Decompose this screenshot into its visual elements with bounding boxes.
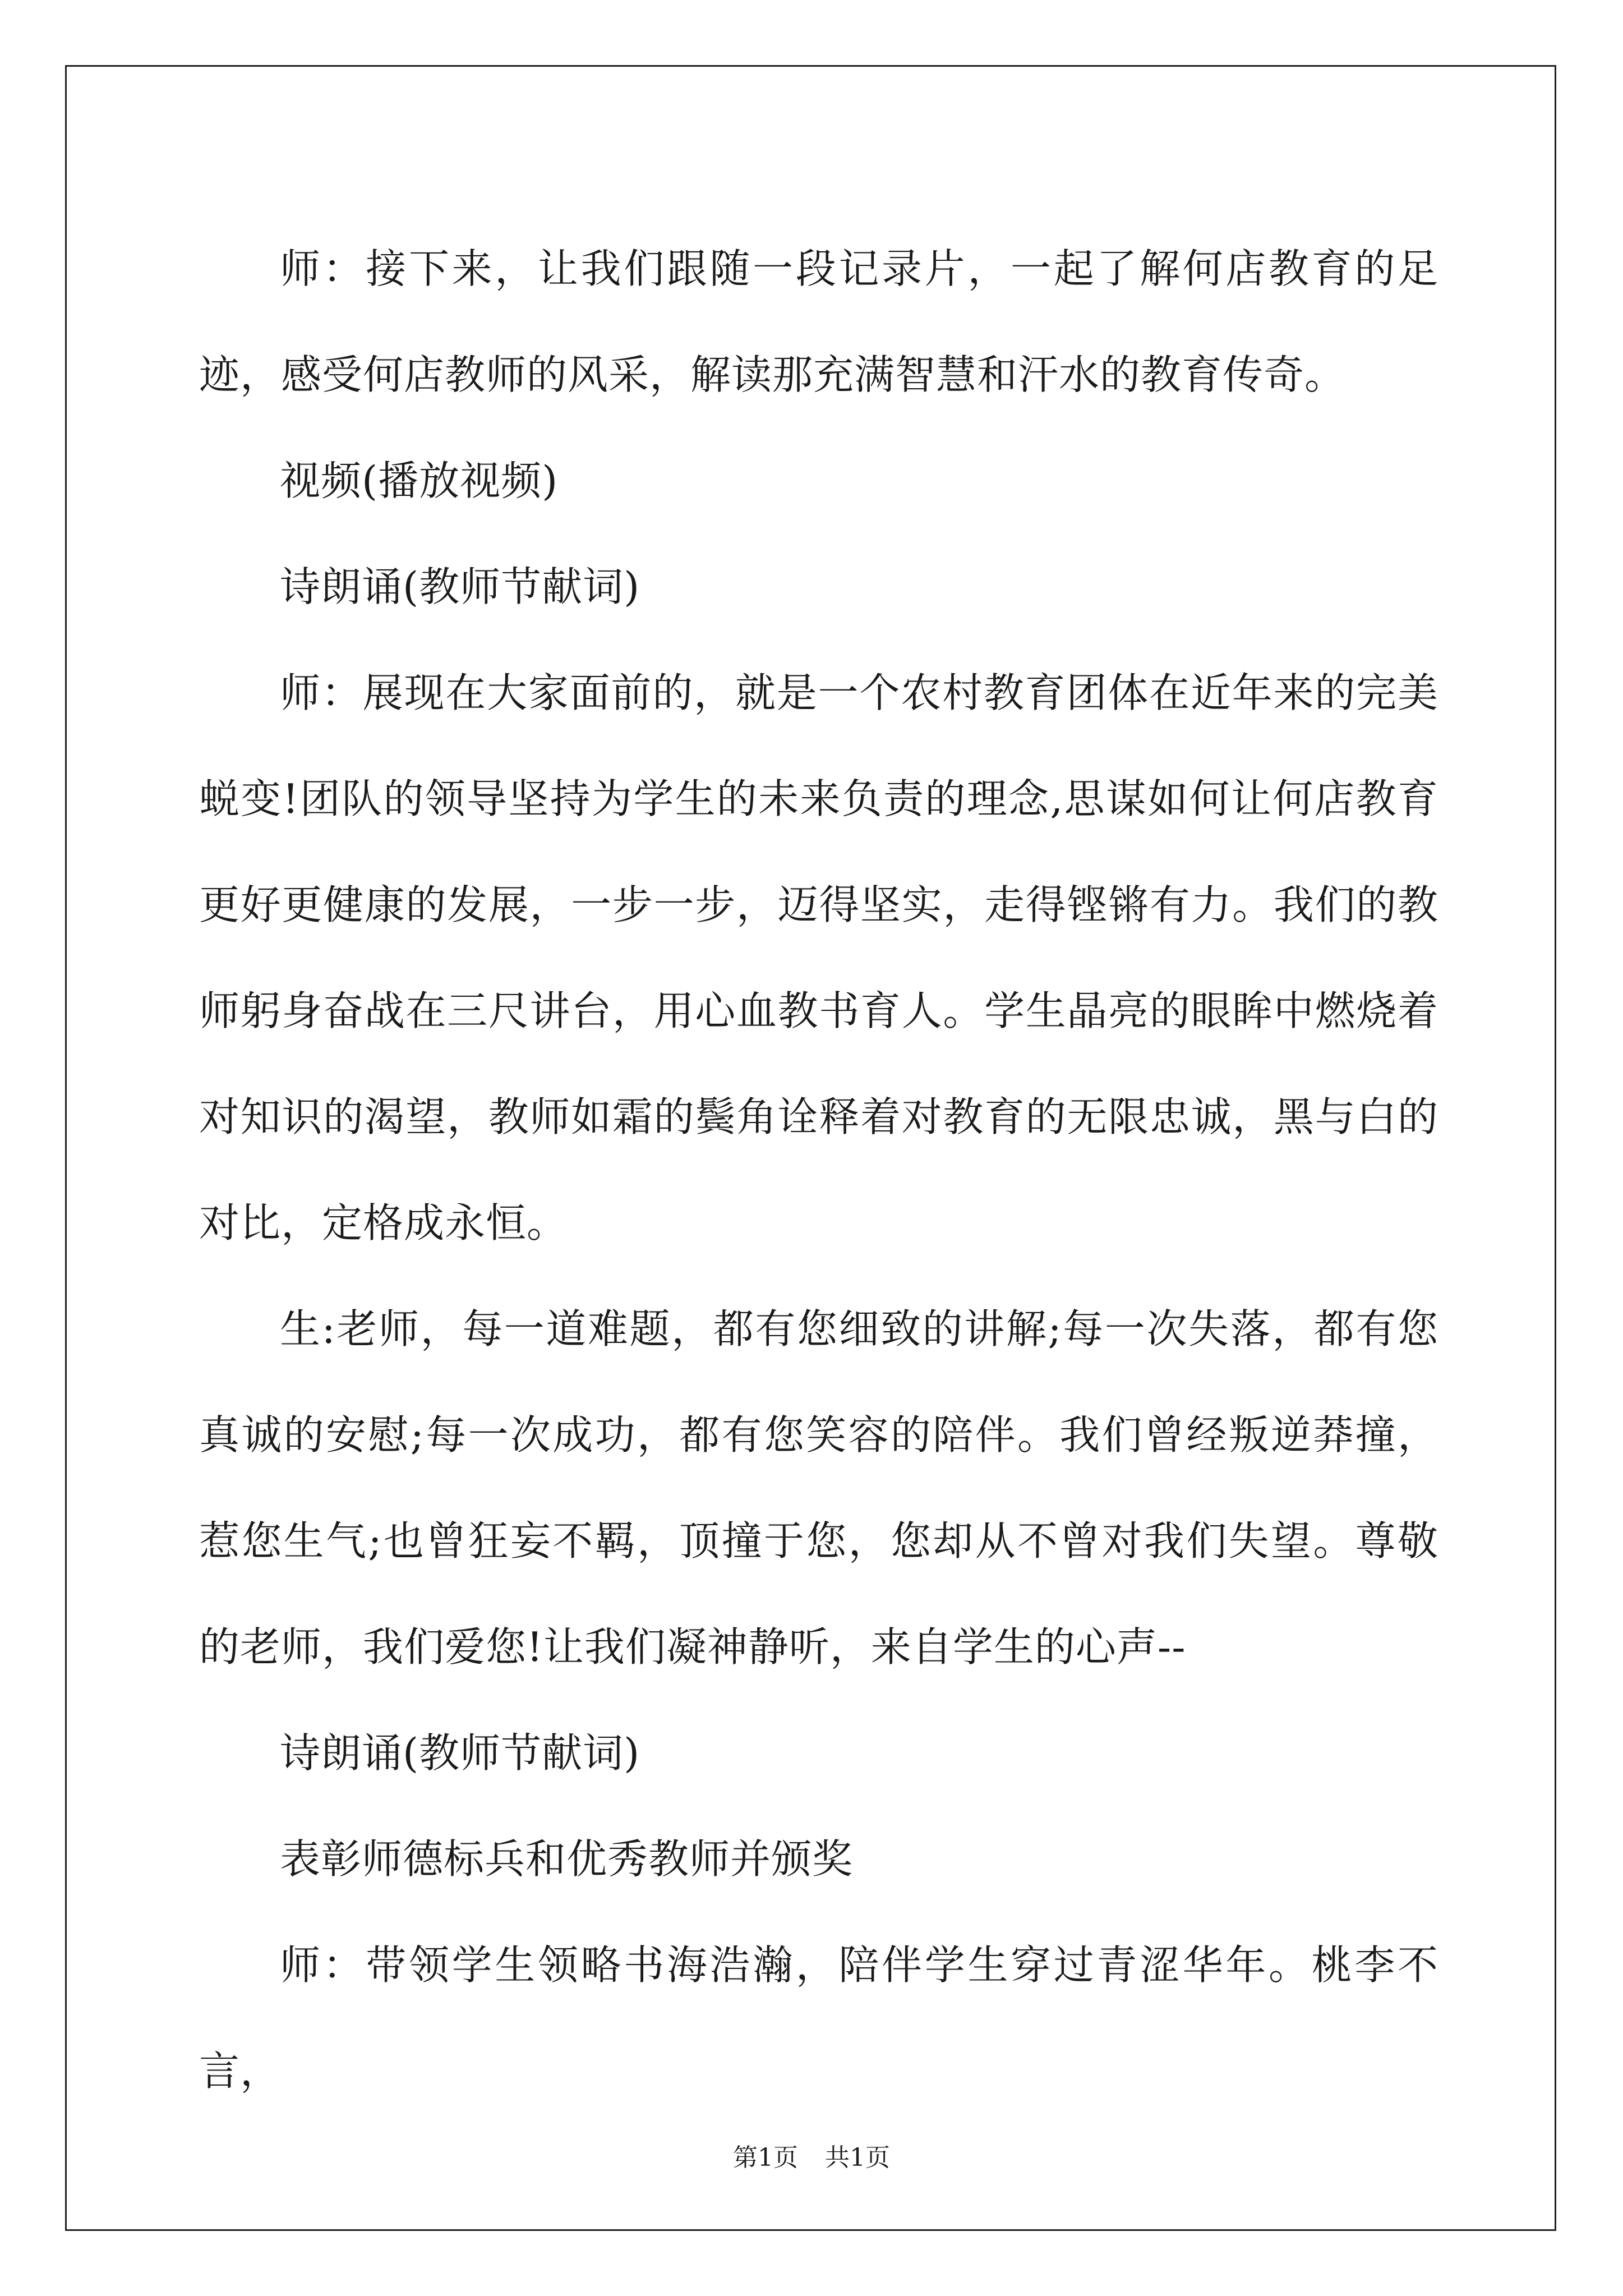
paragraph: 诗朗诵(教师节献词) [280, 563, 640, 610]
paragraph: 师：展现在大家面前的，就是一个农村教育团体在近年来的完美蜕变!团队的领导坚持为学生的未来负责的理念,思谋如何让何店教育更好更健康的发展，一步一步，迈得坚实，走得铿锵有力。我们的教师躬身奋战在三尺讲台，用心血教书育人。学生晶亮的眼眸中燃烧着对知识的渴望，教师如霜的鬓角诠释着对教育的无限忠诚，黑与白的对比，定格成永恒。 [199, 669, 1438, 1246]
document-body [199, 216, 1438, 2124]
paragraph: 师：接下来，让我们跟随一段记录片，一起了解何店教育的足迹，感受何店教师的风采，解读那充满智慧和汗水的教育传奇。 [199, 245, 1438, 398]
paragraph: 视频(播放视频) [280, 457, 559, 504]
paragraph: 生:老师，每一道难题，都有您细致的讲解;每一次失落，都有您真诚的安慰;每一次成功，都有您笑容的陪伴。我们曾经叛逆莽撞，惹您生气;也曾狂妄不羁，顶撞于您，您却从不曾对我们失望。尊敬的老师，我们爱您!让我们凝神静听，来自学生的心声-- [199, 1305, 1438, 1671]
paragraph: 表彰师德标兵和优秀教师并颁奖 [280, 1835, 854, 1883]
page-number: 第1页 [733, 2143, 798, 2172]
page-footer [0, 2137, 1623, 2173]
paragraph: 师：带领学生领略书海浩瀚，陪伴学生穿过青涩华年。桃李不言， [199, 1941, 1438, 2095]
paragraph: 诗朗诵(教师节献词) [280, 1729, 640, 1777]
page-total: 共1页 [825, 2143, 890, 2172]
